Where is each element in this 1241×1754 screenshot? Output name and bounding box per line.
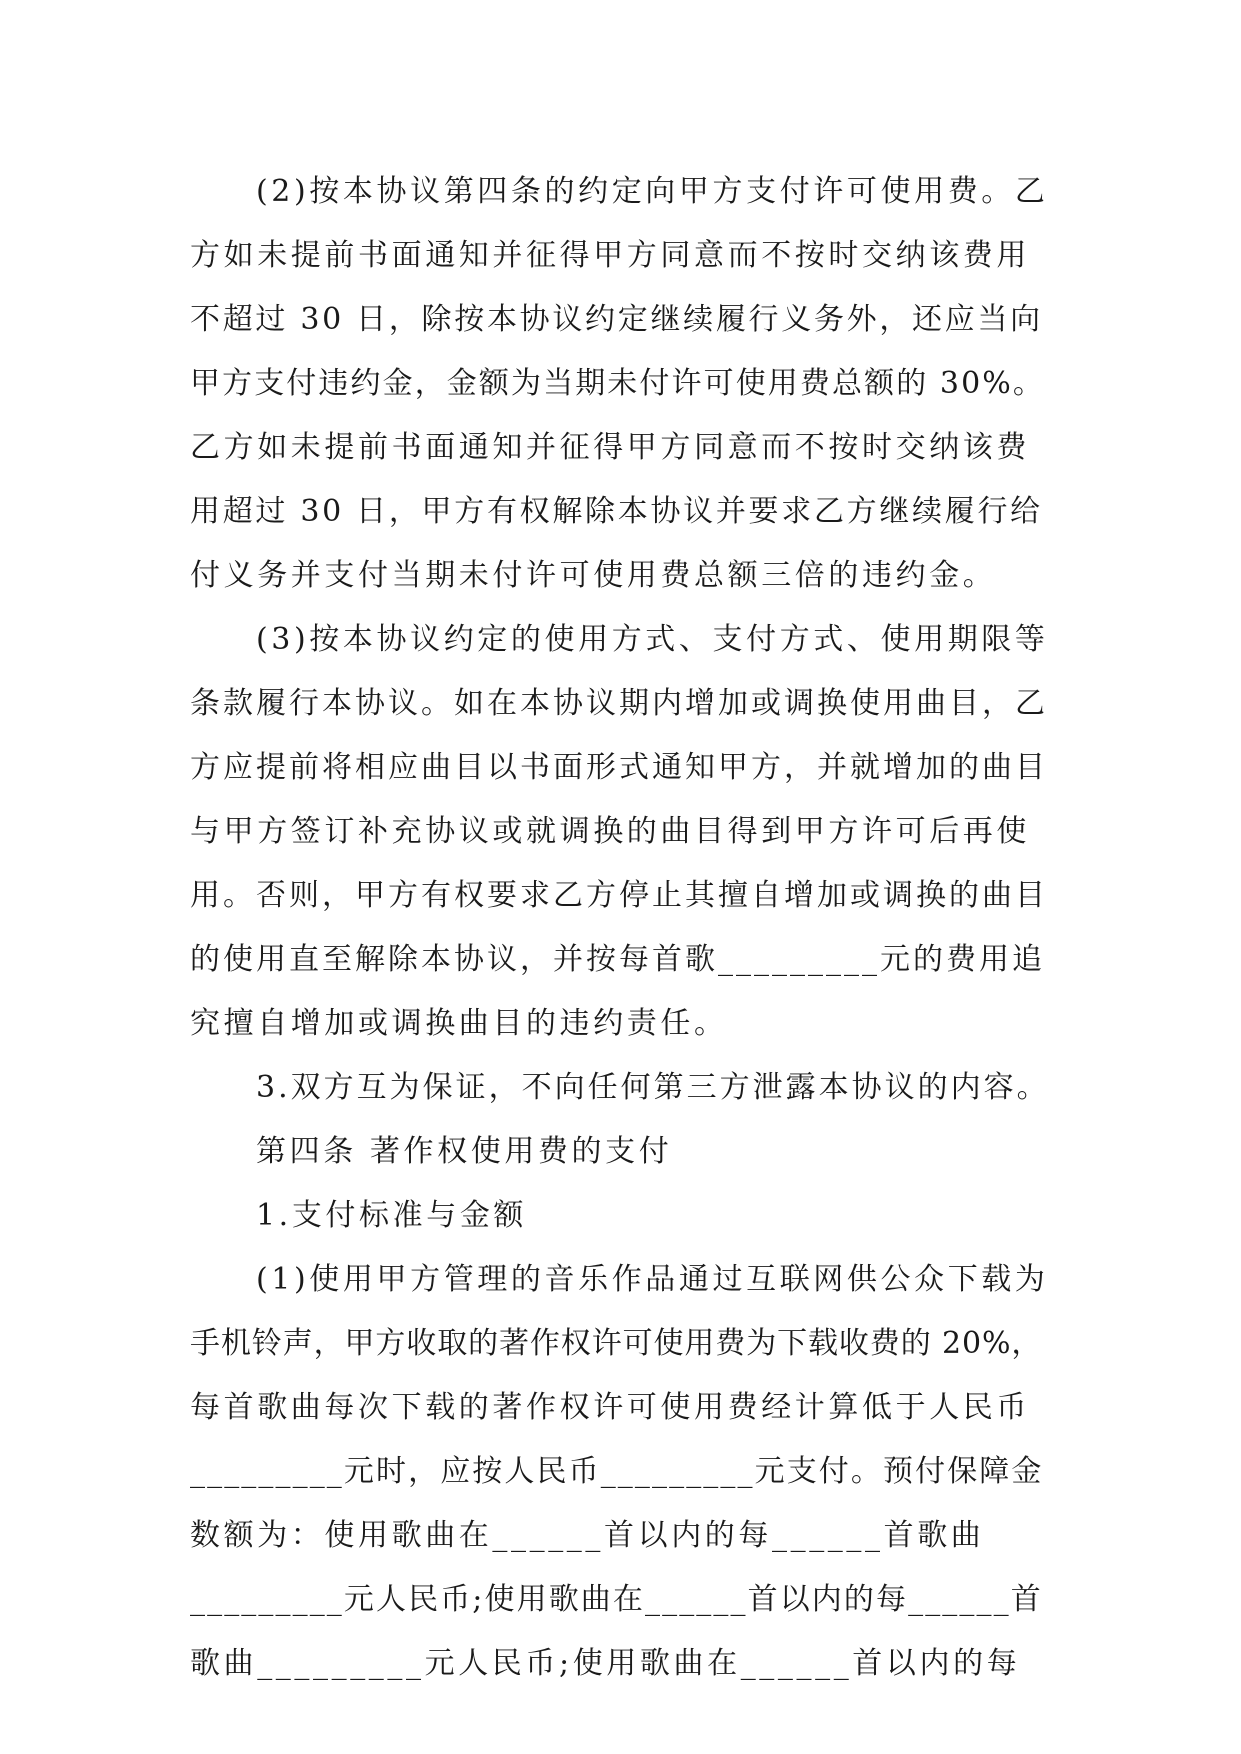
paragraph-line: 不超过 30 日，除按本协议约定继续履行义务外，还应当向 (190, 302, 1043, 337)
section-heading: 第四条 著作权使用费的支付 (256, 1134, 673, 1169)
paragraph-line: (2)按本协议第四条的约定向甲方支付许可使用费。乙 (256, 174, 1049, 209)
paragraph-line: 用。否则，甲方有权要求乙方停止其擅自增加或调换的曲目 (190, 878, 1048, 913)
paragraph-line: 方如未提前书面通知并征得甲方同意而不按时交纳该费用 (190, 238, 1030, 273)
paragraph-line: 手机铃声，甲方收取的著作权许可使用费为下载收费的 20%， (190, 1326, 1043, 1361)
paragraph-line: 方应提前将相应曲目以书面形式通知甲方，并就增加的曲目 (190, 750, 1048, 785)
paragraph-line: 甲方支付违约金，金额为当期未付许可使用费总额的 30%。 (190, 366, 1046, 401)
paragraph-line: 条款履行本协议。如在本协议期内增加或调换使用曲目，乙 (190, 686, 1048, 721)
paragraph-line: _________元时，应按人民币_________元支付。预付保障金 (190, 1454, 1044, 1489)
paragraph-line: 究擅自增加或调换曲目的违约责任。 (190, 1006, 728, 1041)
paragraph-line: _________元人民币;使用歌曲在______首以内的每______首 (190, 1582, 1043, 1617)
paragraph-line: 乙方如未提前书面通知并征得甲方同意而不按时交纳该费 (190, 430, 1030, 465)
paragraph-line: 数额为：使用歌曲在______首以内的每______首歌曲 (190, 1518, 985, 1553)
paragraph-line: (1)使用甲方管理的音乐作品通过互联网供公众下载为 (256, 1262, 1049, 1297)
paragraph-line: 3.双方互为保证，不向任何第三方泄露本协议的内容。 (256, 1070, 1050, 1105)
paragraph-line: 每首歌曲每次下载的著作权许可使用费经计算低于人民币 (190, 1390, 1030, 1425)
document-body (190, 160, 1050, 1696)
paragraph-line: 与甲方签订补充协议或就调换的曲目得到甲方许可后再使 (190, 814, 1030, 849)
paragraph-line: 付义务并支付当期未付许可使用费总额三倍的违约金。 (190, 558, 997, 593)
paragraph-line: 的使用直至解除本协议，并按每首歌_________元的费用追 (190, 942, 1045, 977)
paragraph-line: (3)按本协议约定的使用方式、支付方式、使用期限等 (256, 622, 1049, 657)
paragraph-line: 用超过 30 日，甲方有权解除本协议并要求乙方继续履行给 (190, 494, 1043, 529)
paragraph-line: 歌曲_________元人民币;使用歌曲在______首以内的每 (190, 1646, 1021, 1681)
subsection-heading: 1.支付标准与金额 (256, 1198, 528, 1233)
